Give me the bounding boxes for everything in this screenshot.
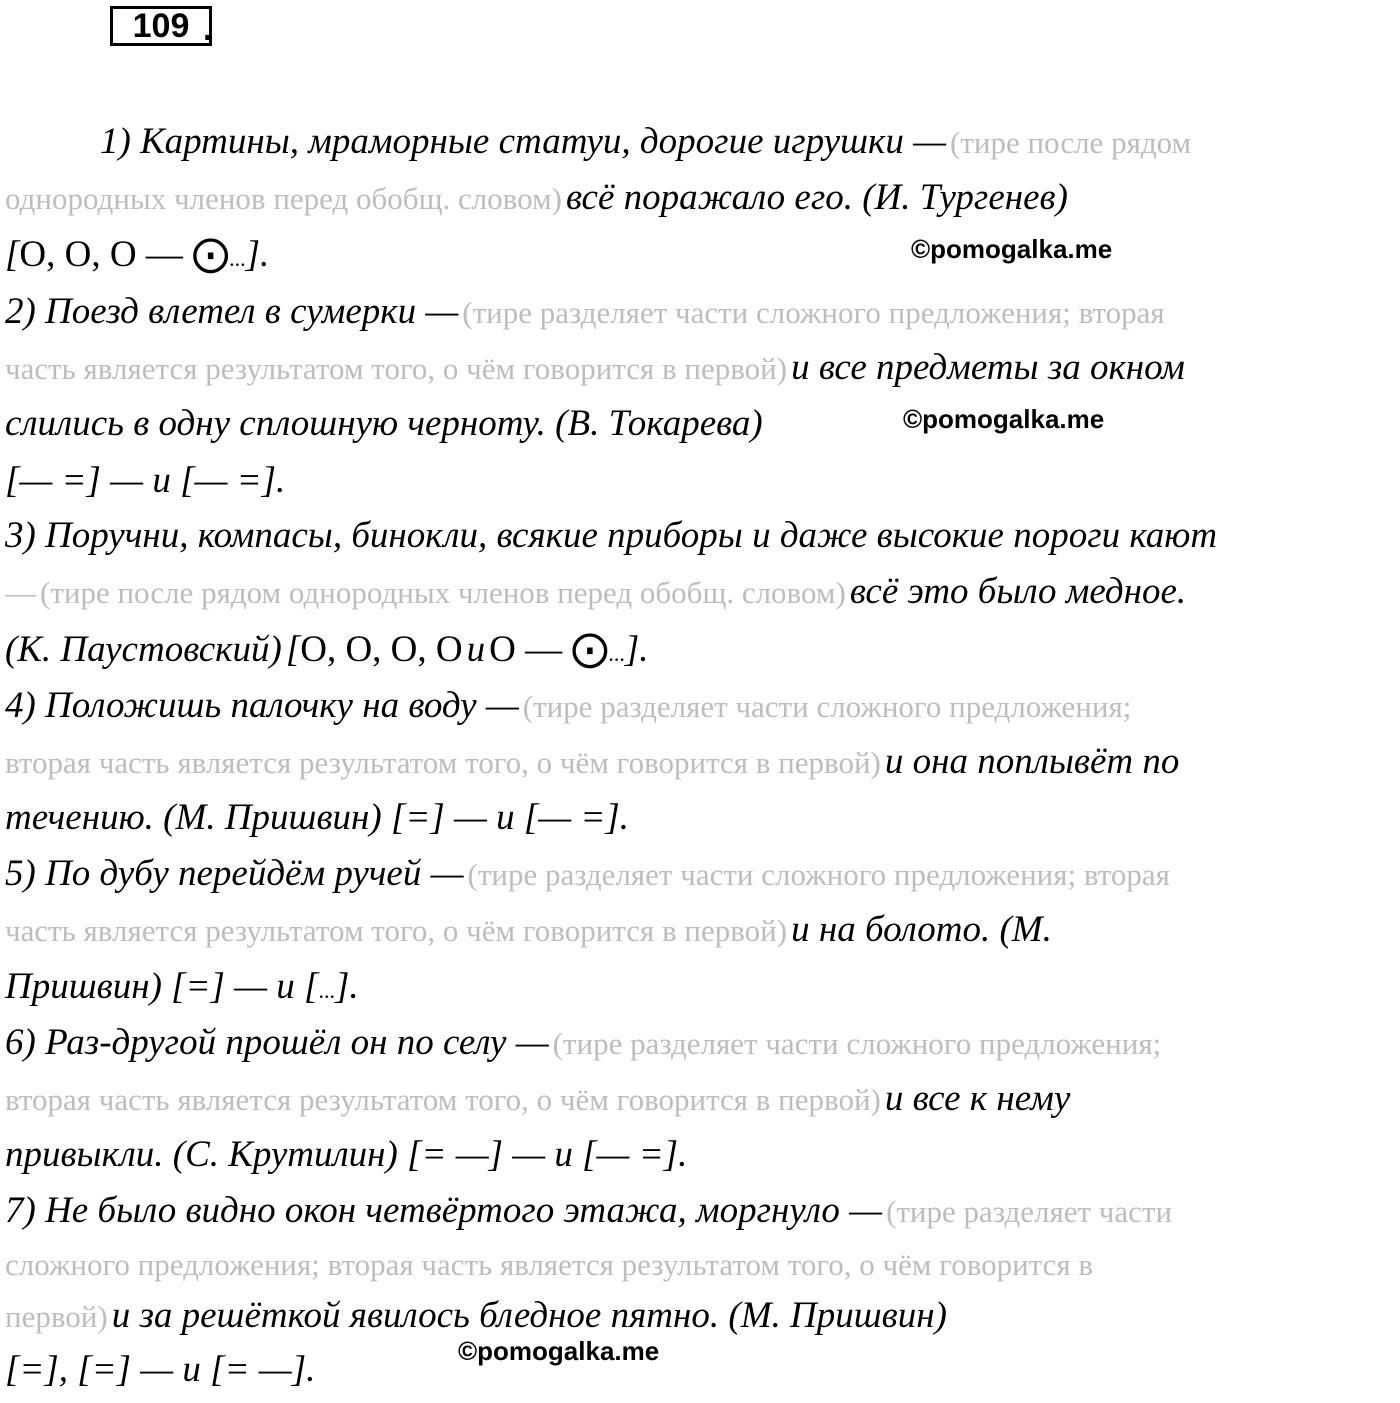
ellipsis: ... [608, 641, 625, 666]
exercise-number-dot: . [203, 10, 213, 48]
item-2-line-3 [5, 398, 763, 450]
item-2-sentence-part: слились в одну сплошную черноту. (В. Токарева) [5, 403, 763, 444]
item-3-note-part: (тире после рядом однородных членов перед обобщ. словом) [40, 575, 846, 610]
item-2-scheme [5, 455, 285, 507]
item-7-scheme [5, 1344, 315, 1396]
item-1-note-part: однородных членов перед обобщ. словом) [5, 181, 562, 216]
scheme-text: О, О, О, О [300, 629, 463, 670]
bracket: ]. [245, 234, 270, 275]
item-5-line-1 [5, 848, 1170, 900]
item-5-sentence-part: и на болото. (М. [791, 909, 1052, 950]
item-6-note-part: (тире разделяет части сложного предложения; [552, 1026, 1162, 1061]
item-7-note-part: сложного предложения; вторая часть является результатом того, о чём говорится в [5, 1247, 1094, 1282]
exercise-number: 109 [110, 6, 212, 46]
scheme-text: [— =] — и [— =]. [5, 460, 286, 501]
item-6-line-1 [5, 1017, 1161, 1069]
item-2-line-1 [5, 286, 1165, 338]
item-6-note-part: вторая часть является результатом того, о чём говорится в первой) [5, 1082, 881, 1117]
item-3-note-part: — [5, 575, 36, 610]
item-7-line-2 [5, 1239, 1093, 1291]
item-2-line-2 [5, 342, 1185, 394]
item-4-note-part: (тире разделяет части сложного предложения; [522, 689, 1132, 724]
item-7-line-3 [5, 1290, 947, 1342]
item-5-note-part: часть является результатом того, о чём говорится в первой) [5, 913, 788, 948]
item-1-note-part: (тире после рядом [950, 125, 1192, 160]
item-3-sentence-part: 3) Поручни, компасы, бинокли, всякие приборы и даже высокие пороги кают [5, 515, 1218, 556]
item-7-line-1 [5, 1185, 1172, 1237]
item-7-sentence-part: и за решёткой явилось бледное пятно. (М. Пришвин) [111, 1295, 947, 1336]
item-1-scheme [5, 229, 269, 281]
item-5-line-3 [5, 961, 359, 1013]
item-5-note-part: (тире разделяет части сложного предложения; вторая [467, 857, 1170, 892]
bracket: ]. [624, 629, 649, 670]
item-4-sentence-part: течению. (М. Пришвин) [=] — и [— =]. [5, 797, 630, 838]
item-3-line-2 [5, 566, 1186, 618]
scheme-text: О, О, О — [19, 234, 193, 275]
item-3-sentence-part: всё это было медное. [849, 571, 1187, 612]
item-7-sentence-part: 7) Не было видно окон четвёртого этажа, моргнуло — [5, 1190, 883, 1231]
item-2-sentence-part: 2) Поезд влетел в сумерки — [5, 291, 459, 332]
item-4-note-part: вторая часть является результатом того, о чём говорится в первой) [5, 745, 881, 780]
item-2-note-part: (тире разделяет части сложного предложения; вторая [462, 295, 1165, 330]
scheme-text: О — [489, 629, 572, 670]
generalizing-word-symbol: ⨀ [571, 629, 609, 670]
item-1-line-1 [100, 116, 1191, 168]
conjunction: и [466, 629, 486, 670]
item-7-note-part: (тире разделяет части [886, 1194, 1173, 1229]
bracket: [ [285, 629, 301, 670]
ellipsis: ... [318, 978, 335, 1003]
item-2-note-part: часть является результатом того, о чём говорится в первой) [5, 351, 788, 386]
scheme-text: [=], [=] — и [= —]. [5, 1349, 316, 1390]
bracket: [ [5, 234, 20, 275]
item-6-sentence-part: 6) Раз-другой прошёл он по селу — [5, 1022, 549, 1063]
watermark: ©pomogalka.me [903, 404, 1105, 434]
item-4-sentence-part: и она поплывёт по [884, 741, 1180, 782]
watermark: ©pomogalka.me [458, 1336, 660, 1366]
ellipsis: ... [229, 246, 246, 271]
item-6-line-3 [5, 1129, 687, 1181]
item-4-sentence-part: 4) Положишь палочку на воду — [5, 685, 519, 726]
item-6-sentence-part: и все к нему [884, 1078, 1071, 1119]
item-5-sentence-part: Пришвин) [=] — и [ [5, 966, 319, 1007]
item-3-line-1 [5, 510, 1217, 562]
item-2-sentence-part: и все предметы за окном [791, 347, 1185, 388]
item-6-line-2 [5, 1073, 1070, 1125]
generalizing-word-symbol: ⨀ [192, 234, 230, 275]
item-5-sentence-part: 5) По дубу перейдём ручей — [5, 853, 464, 894]
item-4-line-3 [5, 792, 629, 844]
item-5-line-2 [5, 904, 1052, 956]
watermark: ©pomogalka.me [911, 234, 1113, 264]
item-1-sentence-part: всё поражало его. (И. Тургенев) [565, 177, 1068, 218]
item-4-line-1 [5, 680, 1131, 732]
author: (К. Паустовский) [5, 629, 282, 670]
bracket: ]. [334, 966, 359, 1007]
item-6-sentence-part: привыкли. (С. Крутилин) [= —] — и [— =]. [5, 1134, 688, 1175]
item-4-line-2 [5, 736, 1179, 788]
item-1-sentence-part: 1) Картины, мраморные статуи, дорогие игрушки — [100, 121, 946, 162]
item-1-line-2 [5, 172, 1068, 224]
item-3-scheme [5, 624, 649, 676]
item-7-note-part: первой) [5, 1299, 108, 1334]
